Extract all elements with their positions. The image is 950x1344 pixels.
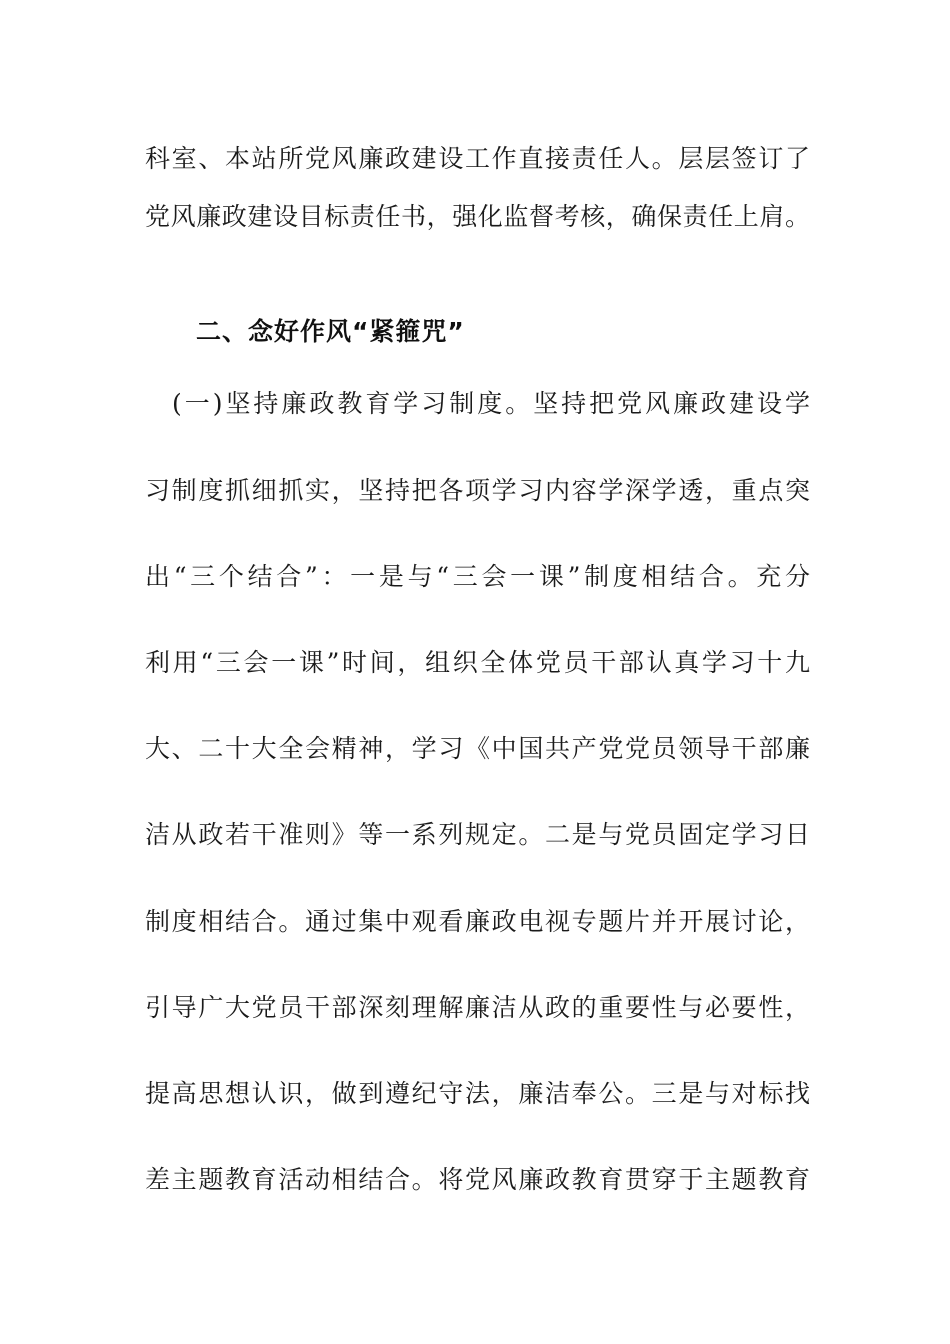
paragraph-line: 引导广大党员干部深刻理解廉洁从政的重要性与必要性，: [145, 993, 810, 1022]
paragraph-line: 习制度抓细抓实，坚持把各项学习内容学深学透，重点突: [145, 476, 810, 505]
paragraph-line: 制度相结合。通过集中观看廉政电视专题片并开展讨论，: [145, 907, 810, 936]
paragraph-line: 洁从政若干准则》等一系列规定。二是与党员固定学习日: [145, 820, 810, 849]
paragraph-line: 党风廉政建设目标责任书，强化监督考核，确保责任上肩。: [145, 202, 810, 231]
section-heading: 二、念好作风“紧箍咒”: [196, 317, 465, 346]
paragraph-first-line: (一)坚持廉政教育学习制度。坚持把党风廉政建设学: [172, 389, 810, 418]
paragraph-line: 大、二十大全会精神，学习《中国共产党党员领导干部廉: [145, 734, 810, 763]
paragraph-line: 差主题教育活动相结合。将党风廉政教育贯穿于主题教育: [145, 1165, 810, 1194]
paragraph-line: 科室、本站所党风廉政建设工作直接责任人。层层签订了: [145, 144, 810, 173]
paragraph-line: 出“三个结合”：一是与“三会一课”制度相结合。充分: [145, 562, 810, 591]
paragraph-line: 提高思想认识，做到遵纪守法，廉洁奉公。三是与对标找: [145, 1079, 810, 1108]
paragraph-line: 利用“三会一课”时间，组织全体党员干部认真学习十九: [145, 648, 810, 677]
